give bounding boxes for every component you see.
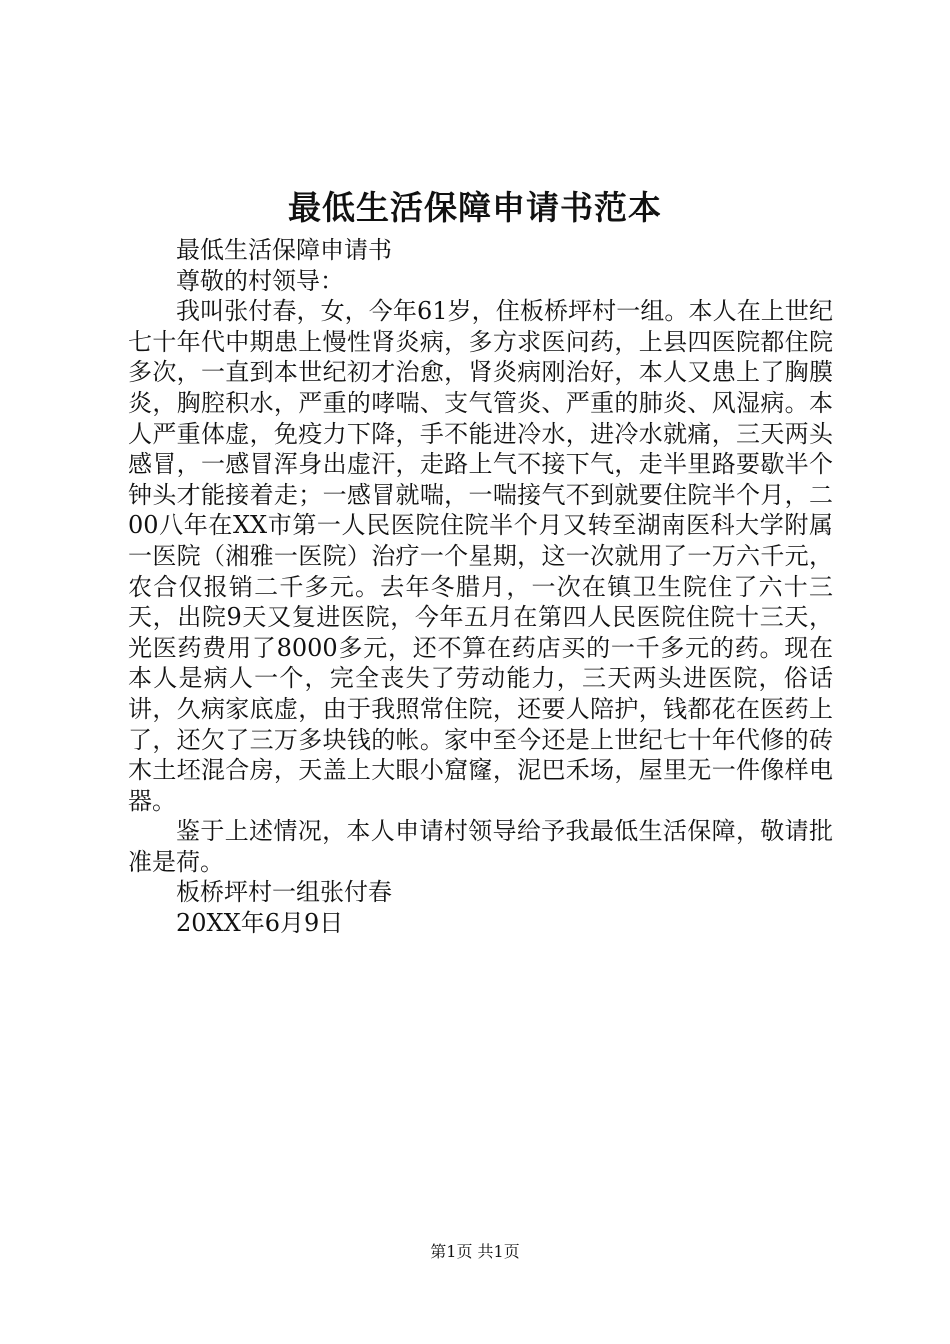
document-body bbox=[128, 235, 833, 939]
signature: 板桥坪村一组张付春 bbox=[176, 878, 392, 907]
salutation: 尊敬的村领导： bbox=[176, 266, 344, 295]
body-paragraph-1: 我叫张付春，女，今年61岁，住板桥坪村一组。本人在上世纪七十年代中期患上慢性肾炎病，多方求医问药，上县四医院都住院多次，一直到本世纪初才治愈，肾炎病刚治好，本人又患上了胸膜炎，胸腔积水，严重的哮喘、支气管炎、严重的肺炎、风湿病。本人严重体虚，免疫力下降，手不能进冷水，进冷水就痛，三天两头感冒，一感冒浑身出虚汗，走路上气不接下气，走半里路要歇半个钟头才能接着走；一感冒就喘，一喘接气不到就要住院半个月，二00八年在XX市第一人民医院住院半个月又转至湖南医科大学附属一医院（湘雅一医院）治疗一个星期，这一次就用了一万六千元，农合仅报销二千多元。去年冬腊月，一次在镇卫生院住了六十三天，出院9天又复进医院，今年五月在第四人民医院住院十三天，光医药费用了8000多元，还不算在药店买的一千多元的药。现在本人是病人一个，完全丧失了劳动能力，三天两头进医院，俗话讲，久病家底虚，由于我照常住院，还要人陪护，钱都花在医药上了，还欠了三万多块钱的帐。家中至今还是上世纪七十年代修的砖木土坯混合房，天盖上大眼小窟窿，泥巴禾场，屋里无一件像样电器。 bbox=[128, 297, 833, 815]
page-footer: 第1页 共1页 bbox=[430, 1242, 520, 1261]
body-paragraph-2: 鉴于上述情况，本人申请村领导给予我最低生活保障，敬请批准是荷。 bbox=[128, 817, 833, 876]
document-title: 最低生活保障申请书范本 bbox=[288, 188, 662, 227]
letter-heading: 最低生活保障申请书 bbox=[176, 236, 392, 264]
date: 20XX年6月9日 bbox=[176, 909, 344, 938]
